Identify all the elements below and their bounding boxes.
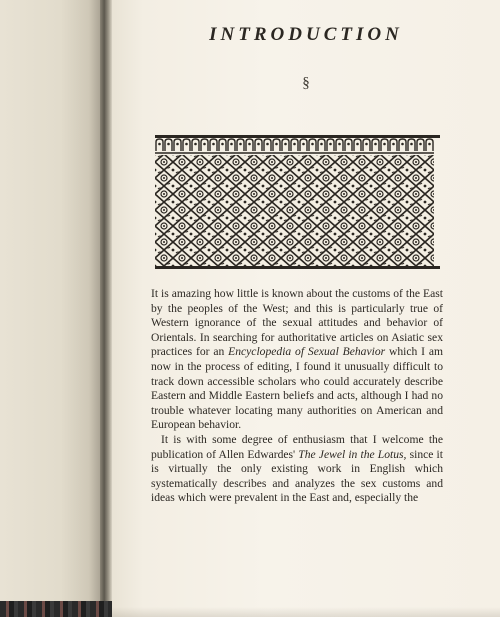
book-title-jewel: The Jewel in the Lotus, (298, 447, 407, 461)
body-text (151, 287, 443, 506)
paragraph-2-text-b: since it is virtually the only existing work in English which systematically describes and analyzes the sex customs and ideas which were prevalent in the East and, especially the (151, 447, 444, 505)
paragraph-1-text-b: which I am now in the process of editing, I found it unusually difficult to track down accessible scholars who could accurately describe Eastern and Middle Eastern beliefs and acts, although I had no trouble whatever locating many authorities on American and European behavior. (151, 345, 443, 432)
bottom-shadow (112, 607, 500, 617)
section-mark: § (302, 75, 310, 91)
chapter-title: INTRODUCTION (209, 24, 403, 45)
ornament-pattern (155, 138, 434, 266)
book-gutter (100, 0, 112, 617)
book-title-encyclopedia: Encyclopedia of Sexual Behavior (228, 345, 386, 359)
decorative-ornament-band (155, 135, 440, 269)
bottom-edge-strip (0, 601, 112, 617)
paragraph-2 (151, 433, 443, 506)
paragraph-1-text-a: It is amazing how little is known about the customs of the East by the peoples of the West; and this is particularly true of Western ignorance of the sexual attitudes and behavior of Orientals. In searching for authoritative articles on Asiatic sex practices for an (151, 287, 443, 359)
left-facing-page (0, 0, 101, 617)
paragraph-1 (151, 287, 443, 433)
paragraph-2-text-a: It is with some degree of enthusiasm that I welcome the publication of Allen Edwardes' (151, 432, 443, 461)
